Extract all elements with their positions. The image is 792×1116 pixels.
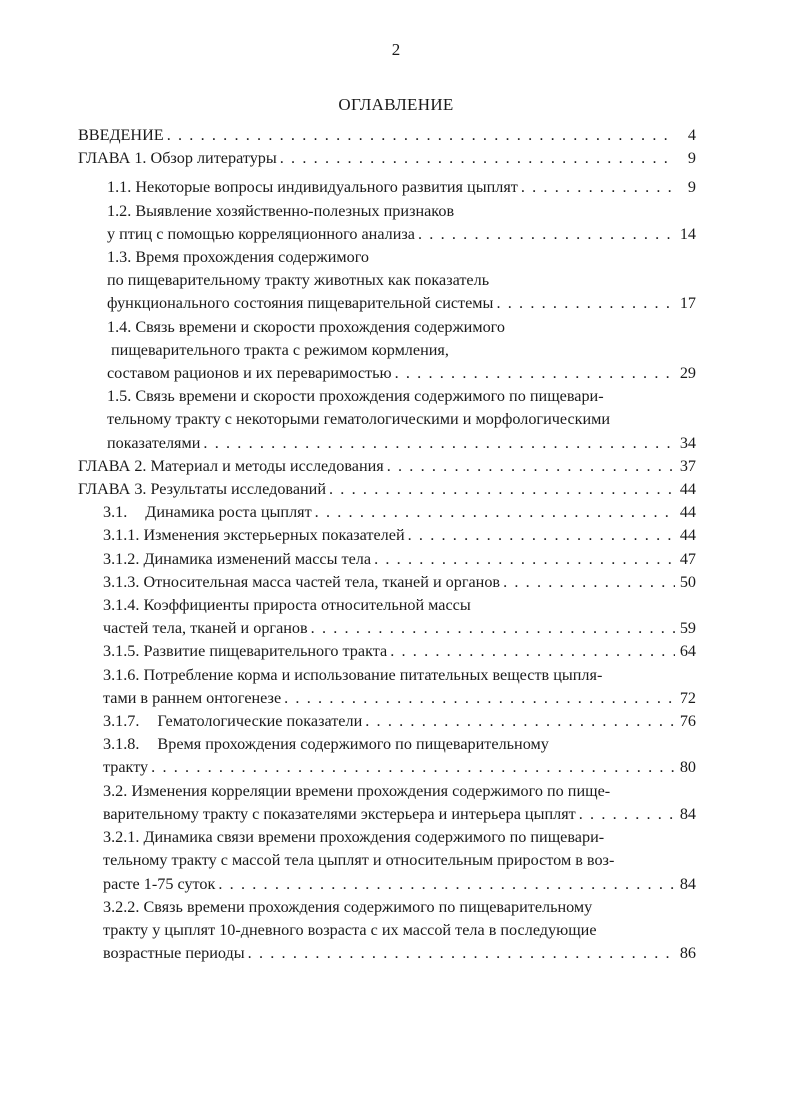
toc-entry-line: тельному тракту с массой тела цыплят и относительным приростом в воз-: [103, 851, 615, 870]
dot-leader: [280, 147, 675, 170]
toc-entry-3-1-2: [103, 548, 696, 571]
dot-leader: [311, 617, 675, 640]
toc-entry-page: 50: [679, 572, 696, 591]
dot-leader: [395, 362, 675, 385]
toc-entry-line: Время прохождения содержимого по пищеварительному: [157, 735, 549, 754]
toc-entry-line: пищеварительного тракта с режимом кормления,: [111, 340, 449, 359]
toc-entry-title: 1.1. Некоторые вопросы индивидуального развития цыплят: [107, 178, 518, 197]
toc-entry-page: 76: [679, 712, 696, 731]
dot-leader: [503, 571, 675, 594]
toc-entry-page: 64: [679, 642, 696, 661]
toc-entry-page: 4: [687, 126, 696, 144]
toc-entry-3-1-8: [103, 733, 696, 779]
toc-entry-page: 44: [679, 503, 696, 522]
toc-entry-1-2: [107, 200, 696, 246]
toc-entry-title: частей тела, тканей и органов: [103, 619, 308, 638]
toc-entry-page: 9: [687, 149, 696, 168]
dot-leader: [496, 292, 675, 315]
toc-entry-page: 34: [679, 433, 696, 452]
toc-entry-page: 59: [679, 619, 696, 638]
dot-leader: [374, 548, 675, 571]
toc-entry-title: ВВЕДЕНИЕ: [78, 126, 164, 144]
toc-title: ОГЛАВЛЕНИЕ: [338, 95, 454, 114]
toc-entry-title: тракту: [103, 758, 149, 777]
toc-entry-page: 44: [679, 526, 696, 545]
toc-entry-page: 72: [679, 688, 696, 707]
toc-entry-page: 47: [679, 549, 696, 568]
dot-leader: [248, 942, 675, 965]
dot-leader: [408, 524, 675, 547]
toc-entry-1-4: [107, 316, 696, 386]
toc-entry-number: 3.1.7.: [103, 712, 140, 731]
toc-entry-line: 3.2. Изменения корреляции времени прохождения содержимого по пище-: [103, 781, 611, 800]
dot-leader: [387, 455, 675, 478]
toc-entry-3-2-2: [103, 896, 696, 966]
toc-entry-line: 1.5. Связь времени и скорости прохождения содержимого по пищевари-: [107, 387, 604, 406]
toc-entry-title: функционального состояния пищеварительной системы: [107, 294, 494, 313]
toc-entry-1-1: [107, 176, 696, 199]
toc-entry-title: ГЛАВА 1. Обзор литературы: [78, 149, 277, 168]
toc-entry-1-3: [107, 246, 696, 316]
dot-leader: [284, 687, 675, 710]
toc-entry-chapter-1: [78, 147, 696, 170]
toc-entry-page: 29: [679, 364, 696, 383]
toc-entry-3-2-1: [103, 826, 696, 896]
toc-entry-line: 3.2.1. Динамика связи времени прохождения содержимого по пищевари-: [103, 828, 605, 847]
toc-entry-3-2: [103, 780, 696, 826]
toc-entry-title: 3.1.2. Динамика изменений массы тела: [103, 549, 372, 568]
toc-entry-line: 3.1.6. Потребление корма и использование питательных веществ цыпля-: [103, 665, 603, 684]
toc-entry-line: 3.1.4. Коэффициенты прироста относительной массы: [103, 596, 471, 615]
toc-entry-line: 1.3. Время прохождения содержимого: [107, 248, 370, 267]
toc-entry-page: 14: [679, 224, 696, 243]
toc-entry-line: 1.2. Выявление хозяйственно-полезных признаков: [107, 201, 455, 220]
dot-leader: [390, 640, 675, 663]
toc-entry-page: 44: [679, 480, 696, 499]
dot-leader: [218, 873, 675, 896]
dot-leader: [151, 756, 675, 779]
toc-entry-3-1-4: [103, 594, 696, 640]
toc-entry-title: ГЛАВА 2. Материал и методы исследования: [78, 456, 384, 475]
toc-entry-title: 3.1.5. Развитие пищеварительного тракта: [103, 642, 388, 661]
toc-entry-3-1-6: [103, 664, 696, 710]
toc-entry-title: у птиц с помощью корреляционного анализа: [107, 224, 415, 243]
dot-leader: [167, 124, 675, 147]
toc-entry-title: Гематологические показатели: [157, 712, 363, 731]
toc-entry-page: 84: [679, 874, 696, 893]
dot-leader: [203, 432, 675, 455]
toc-entry-title: варительному тракту с показателями экстерьера и интерьера цыплят: [103, 804, 576, 823]
dot-leader: [315, 501, 675, 524]
toc-entry-page: 86: [679, 944, 696, 963]
toc-entry-number: 3.1.8.: [103, 735, 140, 754]
toc-entry-title: Динамика роста цыплят: [145, 503, 312, 522]
toc-entry-title: 3.1.3. Относительная масса частей тела, тканей и органов: [103, 572, 501, 591]
toc-entry-3-1-7: [103, 710, 696, 733]
toc-entry-line: тельному тракту с некоторыми гематологическими и морфологическими: [107, 410, 611, 429]
toc-entry-title: возрастные периоды: [103, 944, 245, 963]
toc-entry-title: показателями: [107, 433, 201, 452]
dot-leader: [365, 710, 675, 733]
toc-entry-3-1-3: [103, 571, 696, 594]
dot-leader: [521, 176, 675, 199]
toc-entry-title: ГЛАВА 3. Результаты исследований: [78, 480, 327, 499]
dot-leader: [329, 478, 675, 501]
toc-entry-line: 1.4. Связь времени и скорости прохождения содержимого: [107, 317, 506, 336]
dot-leader: [579, 803, 675, 826]
toc-entry-3-1: [103, 501, 696, 524]
toc-entry-chapter-2: [78, 455, 696, 478]
toc-entry-title: расте 1-75 суток: [103, 874, 216, 893]
table-of-contents: [78, 124, 696, 965]
toc-entry-line: по пищеварительному тракту животных как показатель: [107, 271, 490, 290]
toc-entry-3-1-1: [103, 524, 696, 547]
page-number: 2: [391, 40, 401, 59]
toc-entry-3-1-5: [103, 640, 696, 663]
toc-entry-1-5: [107, 385, 696, 455]
toc-entry-chapter-3: [78, 478, 696, 501]
dot-leader: [418, 223, 675, 246]
toc-entry-page: 80: [679, 758, 696, 777]
toc-entry-line: 3.2.2. Связь времени прохождения содержимого по пищеварительному: [103, 897, 593, 916]
toc-entry-title: составом рационов и их переваримостью: [107, 364, 392, 383]
toc-entry-line: тракту у цыплят 10-дневного возраста с их массой тела в последующие: [103, 920, 597, 939]
toc-entry-page: 17: [679, 294, 696, 313]
toc-entry-introduction: [78, 124, 696, 147]
toc-entry-page: 9: [687, 178, 696, 197]
toc-entry-page: 37: [679, 456, 696, 475]
toc-entry-page: 84: [679, 804, 696, 823]
toc-entry-number: 3.1.: [103, 503, 128, 522]
toc-entry-title: тами в раннем онтогенезе: [103, 688, 282, 707]
toc-entry-title: 3.1.1. Изменения экстерьерных показателей: [103, 526, 405, 545]
